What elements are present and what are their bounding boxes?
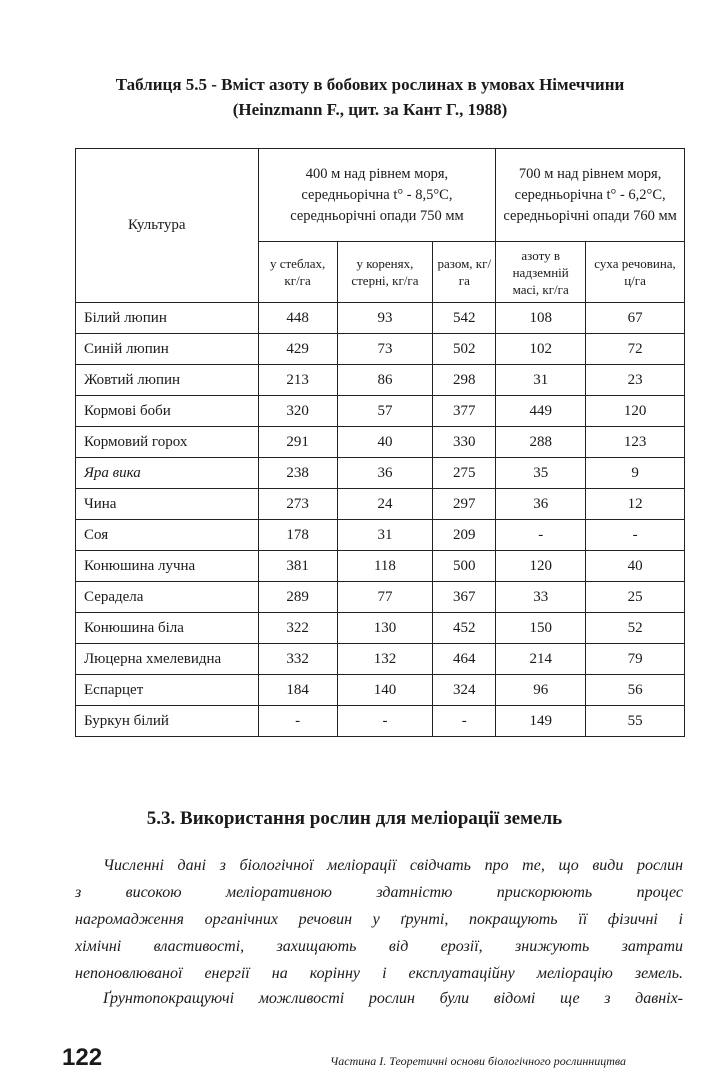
culture-name-cell: Яра вика [76, 458, 259, 489]
culture-name-cell: Буркун білий [76, 706, 259, 737]
value-cell: 24 [337, 489, 433, 520]
paragraph-line: Численні дані з біологічної меліорації свідчать про те, що види рослин [103, 857, 683, 874]
table-row [76, 582, 685, 613]
subheader-dry-matter: суха речовина, ц/га [586, 242, 685, 303]
culture-name-cell: Синій люпин [76, 334, 259, 365]
value-cell: 120 [586, 396, 685, 427]
culture-name-cell: Люцерна хмелевидна [76, 644, 259, 675]
subheader-stems: у стеблах, кг/га [258, 242, 337, 303]
value-cell: - [586, 520, 685, 551]
value-cell: 86 [337, 365, 433, 396]
value-cell: 35 [496, 458, 586, 489]
paragraph-biological-melioration [75, 852, 683, 987]
value-cell: 149 [496, 706, 586, 737]
value-cell: 320 [258, 396, 337, 427]
table-row [76, 489, 685, 520]
value-cell: 273 [258, 489, 337, 520]
paragraph-line: Ґрунтопокращуючі можливості рослин були відомі ще з давніх- [103, 990, 683, 1007]
value-cell: 500 [433, 551, 496, 582]
value-cell: - [337, 706, 433, 737]
table-row [76, 551, 685, 582]
value-cell: 275 [433, 458, 496, 489]
paragraph-line: хімічні властивості, захищають від ерозії, знижують затрати [75, 938, 683, 955]
value-cell: 449 [496, 396, 586, 427]
value-cell: - [258, 706, 337, 737]
value-cell: 93 [337, 303, 433, 334]
value-cell: - [433, 706, 496, 737]
table-row [76, 458, 685, 489]
value-cell: 140 [337, 675, 433, 706]
value-cell: 324 [433, 675, 496, 706]
culture-name-cell: Серадела [76, 582, 259, 613]
value-cell: 23 [586, 365, 685, 396]
paragraph-line: з високою меліоративною здатністю прискорюють процес [75, 884, 683, 901]
value-cell: 130 [337, 613, 433, 644]
value-cell: 55 [586, 706, 685, 737]
value-cell: 9 [586, 458, 685, 489]
value-cell: 289 [258, 582, 337, 613]
value-cell: - [496, 520, 586, 551]
subheader-aboveground-nitrogen: азоту в надземній масі, кг/га [496, 242, 586, 303]
value-cell: 77 [337, 582, 433, 613]
subheader-total: разом, кг/га [433, 242, 496, 303]
table-row [76, 303, 685, 334]
value-cell: 25 [586, 582, 685, 613]
value-cell: 36 [496, 489, 586, 520]
running-title: Частина І. Теоретичні основи біологічного рослинництва [330, 1054, 627, 1068]
value-cell: 238 [258, 458, 337, 489]
value-cell: 33 [496, 582, 586, 613]
culture-header: Культура [76, 149, 259, 303]
culture-name-cell: Чина [76, 489, 259, 520]
value-cell: 381 [258, 551, 337, 582]
culture-name-cell: Кормовий горох [76, 427, 259, 458]
value-cell: 448 [258, 303, 337, 334]
value-cell: 67 [586, 303, 685, 334]
paragraph-line: нагромадження органічних речовин у ґрунті, покращують її фізичні і [75, 911, 683, 928]
nitrogen-table [75, 148, 685, 737]
value-cell: 502 [433, 334, 496, 365]
value-cell: 120 [496, 551, 586, 582]
paragraph-line: непоновлюваної енергії на корінну і експлуатаційну меліорацію земель. [75, 965, 683, 982]
value-cell: 73 [337, 334, 433, 365]
group-header-400m: 400 м над рівнем моря, середньорічна t° - 8,5°С, середньорічні опади 750 мм [258, 149, 496, 242]
value-cell: 291 [258, 427, 337, 458]
value-cell: 56 [586, 675, 685, 706]
value-cell: 377 [433, 396, 496, 427]
value-cell: 178 [258, 520, 337, 551]
table-row [76, 706, 685, 737]
culture-name-cell: Конюшина лучна [76, 551, 259, 582]
table-row [76, 675, 685, 706]
value-cell: 214 [496, 644, 586, 675]
table-row [76, 613, 685, 644]
value-cell: 118 [337, 551, 433, 582]
culture-name-cell: Соя [76, 520, 259, 551]
value-cell: 12 [586, 489, 685, 520]
value-cell: 298 [433, 365, 496, 396]
value-cell: 209 [433, 520, 496, 551]
table-caption-title: Таблиця 5.5 - Вміст азоту в бобових рослинах в умовах Німеччини [115, 75, 625, 94]
value-cell: 57 [337, 396, 433, 427]
table-row [76, 365, 685, 396]
value-cell: 429 [258, 334, 337, 365]
value-cell: 213 [258, 365, 337, 396]
value-cell: 31 [337, 520, 433, 551]
value-cell: 452 [433, 613, 496, 644]
table-row [76, 520, 685, 551]
subheader-roots: у коренях, стерні, кг/га [337, 242, 433, 303]
table-row [76, 427, 685, 458]
value-cell: 96 [496, 675, 586, 706]
culture-name-cell: Жовтий люпин [76, 365, 259, 396]
culture-name-cell: Конюшина біла [76, 613, 259, 644]
culture-name-cell: Кормові боби [76, 396, 259, 427]
value-cell: 150 [496, 613, 586, 644]
value-cell: 132 [337, 644, 433, 675]
value-cell: 367 [433, 582, 496, 613]
table-body [76, 303, 685, 737]
value-cell: 330 [433, 427, 496, 458]
value-cell: 297 [433, 489, 496, 520]
table-caption [60, 72, 680, 122]
value-cell: 72 [586, 334, 685, 365]
culture-name-cell: Еспарцет [76, 675, 259, 706]
value-cell: 288 [496, 427, 586, 458]
value-cell: 40 [337, 427, 433, 458]
group-header-700m: 700 м над рівнем моря, середньорічна t° - 6,2°С, середньорічні опади 760 мм [496, 149, 685, 242]
value-cell: 108 [496, 303, 586, 334]
paragraph-soil-improvement [75, 985, 683, 1012]
value-cell: 36 [337, 458, 433, 489]
value-cell: 31 [496, 365, 586, 396]
table-row [76, 334, 685, 365]
section-heading: 5.3. Використання рослин для меліорації земель [146, 808, 563, 829]
value-cell: 123 [586, 427, 685, 458]
value-cell: 542 [433, 303, 496, 334]
value-cell: 79 [586, 644, 685, 675]
page-number: 122 [62, 1044, 103, 1071]
value-cell: 322 [258, 613, 337, 644]
table-row [76, 396, 685, 427]
table-row [76, 644, 685, 675]
table-caption-source: (Heinzmann F., цит. за Кант Г., 1988) [232, 100, 508, 119]
value-cell: 52 [586, 613, 685, 644]
value-cell: 184 [258, 675, 337, 706]
value-cell: 464 [433, 644, 496, 675]
culture-name-cell: Білий люпин [76, 303, 259, 334]
value-cell: 332 [258, 644, 337, 675]
value-cell: 40 [586, 551, 685, 582]
value-cell: 102 [496, 334, 586, 365]
